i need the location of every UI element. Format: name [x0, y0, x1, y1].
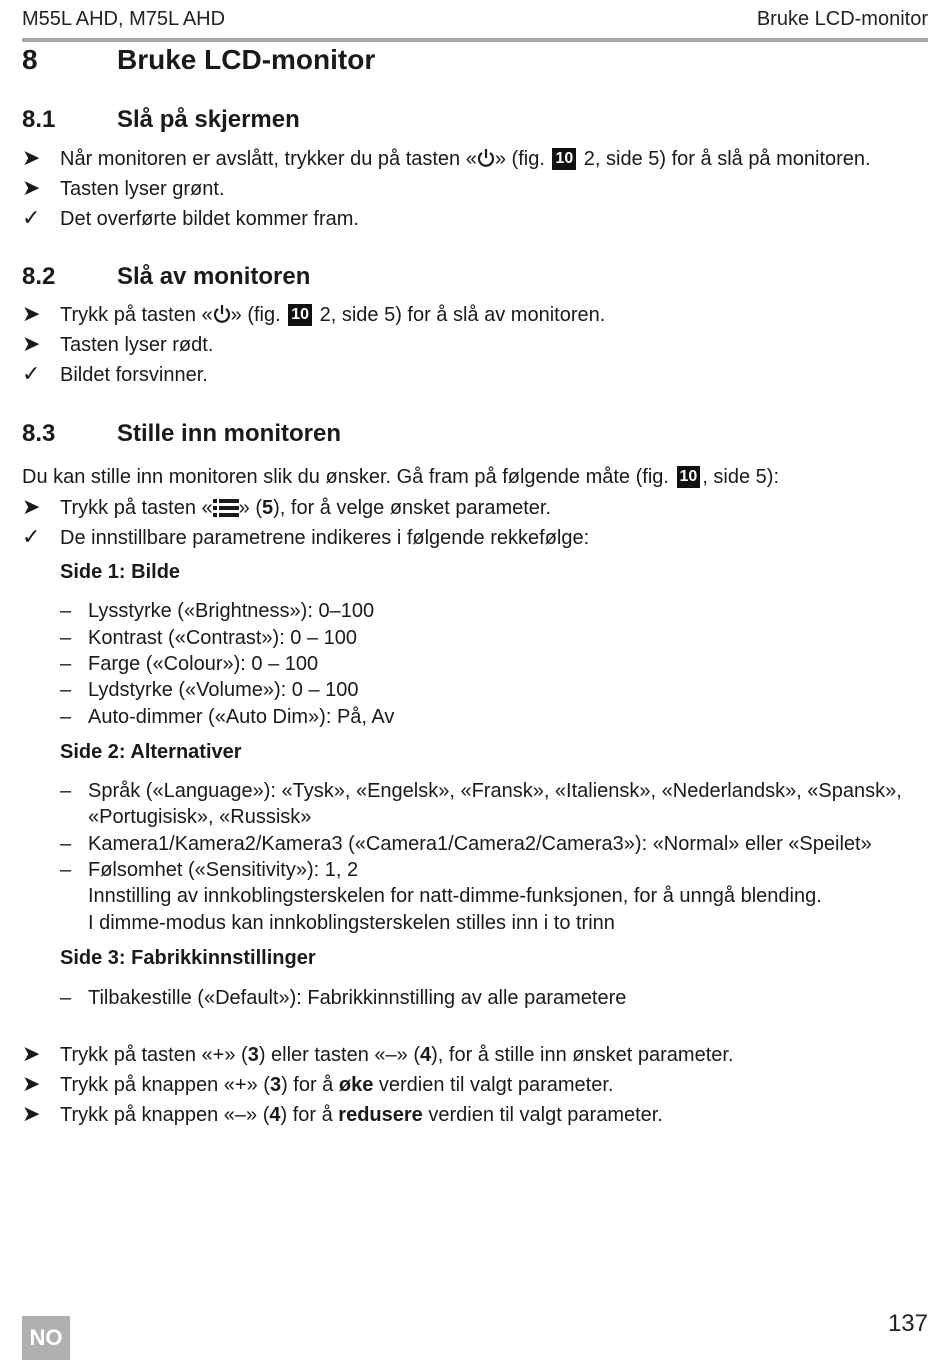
chapter-number: 8 — [22, 44, 38, 75]
result-marker: ✓ — [22, 205, 41, 230]
figure-badge: 10 — [288, 304, 312, 326]
result-marker: ✓ — [22, 524, 41, 549]
step-marker: ➤ — [22, 1071, 41, 1096]
s82-step-2: ➤ Tasten lyser rødt. — [22, 331, 214, 356]
list-item-continuation: Innstilling av innkoblingsterskelen for natt-dimme-funksjonen, for å unngå blending. — [88, 885, 822, 907]
step-marker: ➤ — [22, 1041, 41, 1066]
list-item: – Språk («Language»): «Tysk», «Engelsk», «Fransk», «Italiensk», «Nederlandsk», «Spansk», — [60, 780, 902, 802]
page-number: 137 — [887, 1310, 928, 1337]
step-marker: ➤ — [22, 301, 41, 326]
section-8-3-title: Stille inn monitoren — [117, 420, 342, 447]
s83-step-1: ➤ Trykk på tasten « » (5), for å velge ønsket parameter. — [22, 493, 551, 521]
section-8-3-number: 8.3 — [22, 420, 56, 447]
s83-result: ✓ De innstillbare parametrene indikeres i følgende rekkefølge: — [22, 524, 590, 549]
step-marker: ➤ — [22, 1101, 41, 1126]
list-item: – Kontrast («Contrast»): 0 – 100 — [60, 627, 358, 649]
list-item: – Farge («Colour»): 0 – 100 — [60, 653, 319, 675]
language-badge: NO — [22, 1316, 70, 1360]
s83-step-decrease: ➤ Trykk på knappen «–» (4) for å redusere verdien til valgt parameter. — [22, 1101, 663, 1126]
list-item: – Auto-dimmer («Auto Dim»): På, Av — [60, 706, 395, 728]
section-8-1-title: Slå på skjermen — [117, 106, 300, 133]
section-8-2-number: 8.2 — [22, 263, 56, 290]
power-icon — [477, 148, 495, 176]
side2-title: Side 2: Alternativer — [60, 741, 242, 763]
menu-icon — [213, 498, 239, 526]
header-rule — [22, 38, 928, 42]
s81-result: ✓ Det overførte bildet kommer fram. — [22, 205, 359, 230]
s83-intro: Du kan stille inn monitoren slik du ønsker. Gå fram på følgende måte (fig. 10 , side 5): — [22, 466, 780, 488]
list-item: – Følsomhet («Sensitivity»): 1, 2 — [60, 859, 359, 881]
power-icon — [213, 304, 231, 332]
header-section: Bruke LCD-monitor — [756, 8, 928, 30]
chapter-title: Bruke LCD-monitor — [117, 44, 376, 75]
s83-step-adjust: ➤ Trykk på tasten «+» (3) eller tasten «–» (4), for å stille inn ønsket parameter. — [22, 1041, 734, 1066]
list-item: – Tilbakestille («Default»): Fabrikkinnstilling av alle parametere — [60, 987, 627, 1009]
side3-title: Side 3: Fabrikkinnstillinger — [60, 947, 316, 969]
header-product: M55L AHD, M75L AHD — [22, 8, 226, 30]
list-item: – Lysstyrke («Brightness»): 0–100 — [60, 600, 375, 622]
s83-step-increase: ➤ Trykk på knappen «+» (3) for å øke verdien til valgt parameter. — [22, 1071, 614, 1096]
s82-result: ✓ Bildet forsvinner. — [22, 361, 208, 386]
step-marker: ➤ — [22, 175, 41, 200]
s81-step-2: ➤ Tasten lyser grønt. — [22, 175, 225, 200]
step-marker: ➤ — [22, 331, 41, 356]
result-marker: ✓ — [22, 361, 41, 386]
step-marker: ➤ — [22, 145, 41, 170]
side1-title: Side 1: Bilde — [60, 561, 181, 583]
step-marker: ➤ — [22, 494, 41, 519]
figure-badge: 10 — [552, 148, 576, 170]
list-item: – Kamera1/Kamera2/Kamera3 («Camera1/Camera2/Camera3»): «Normal» eller «Speilet» — [60, 833, 872, 855]
s81-step-1: ➤ Når monitoren er avslått, trykker du på tasten « » (fig. 10 2, side 5) for å slå på monitoren. — [22, 144, 871, 172]
list-item-continuation: «Portugisisk», «Russisk» — [88, 806, 312, 828]
s82-step-1: ➤ Trykk på tasten « » (fig. 10 2, side 5) for å slå av monitoren. — [22, 300, 605, 328]
section-8-2-title: Slå av monitoren — [117, 263, 311, 290]
list-item-continuation: I dimme-modus kan innkoblingsterskelen stilles inn i to trinn — [88, 912, 615, 934]
list-item: – Lydstyrke («Volume»): 0 – 100 — [60, 679, 359, 701]
figure-badge: 10 — [677, 466, 701, 488]
section-8-1-number: 8.1 — [22, 106, 56, 133]
